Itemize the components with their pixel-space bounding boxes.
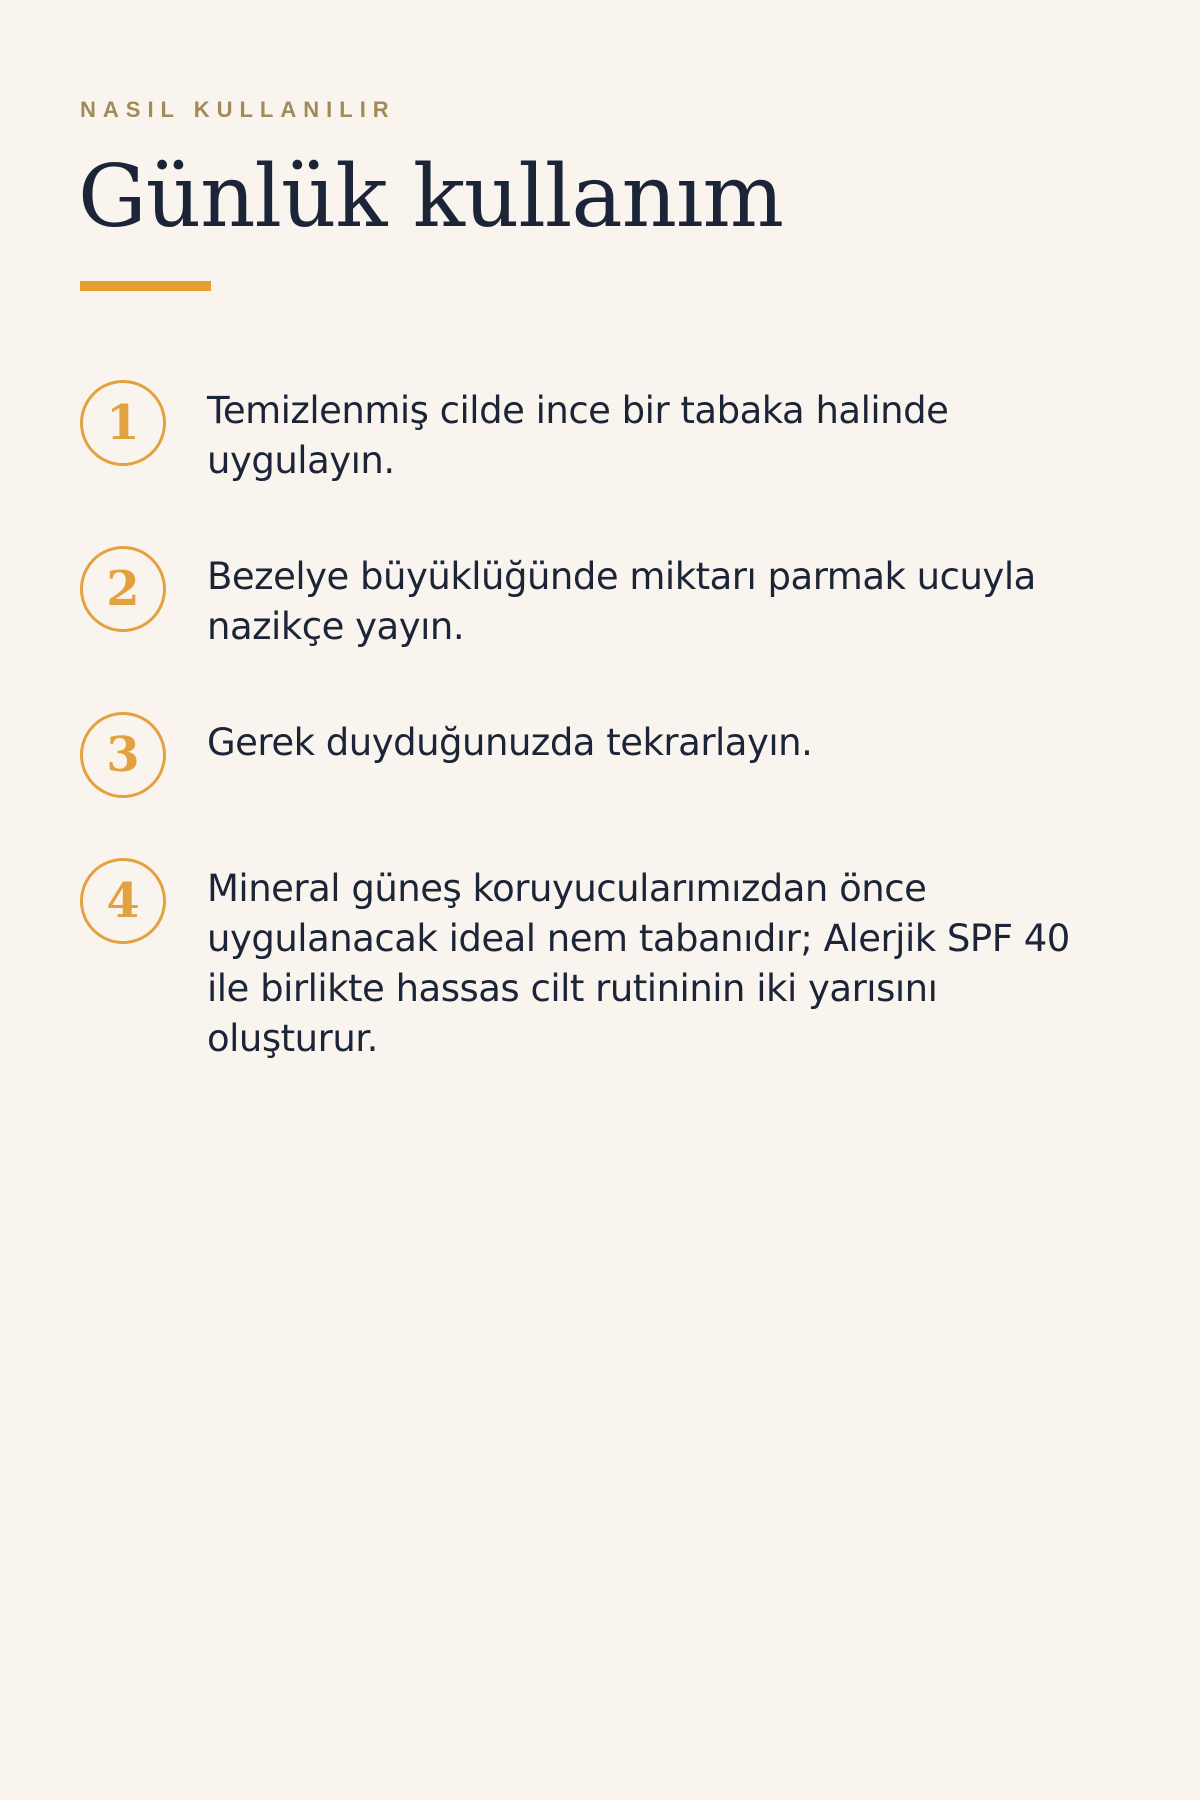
step-text: Temizlenmiş cilde ince bir tabaka halinde uygulayın. (207, 389, 949, 482)
title-underline-divider (80, 281, 211, 291)
step-text: Gerek duyduğunuzda tekrarlayın. (207, 721, 813, 764)
step-item-4 (80, 858, 1120, 1064)
step-number-badge: 3 (80, 712, 166, 798)
step-item-2 (80, 546, 1120, 652)
steps-list (80, 380, 1120, 1124)
step-number-badge: 4 (80, 858, 166, 944)
step-item-3 (80, 712, 1120, 798)
page-title: Günlük kullanım (78, 147, 784, 247)
step-number-badge: 1 (80, 380, 166, 466)
step-number-badge: 2 (80, 546, 166, 632)
step-item-1 (80, 380, 1120, 486)
step-text: Bezelye büyüklüğünde miktarı parmak ucuyla nazikçe yayın. (207, 555, 1036, 648)
step-text: Mineral güneş koruyucularımızdan önce uygulanacak ideal nem tabanıdır; Alerjik SPF 40 ile birlikte hassas cilt rutininin iki yarısını oluşturur. (207, 867, 1070, 1060)
section-eyebrow: NASIL KULLANILIR (80, 97, 396, 122)
